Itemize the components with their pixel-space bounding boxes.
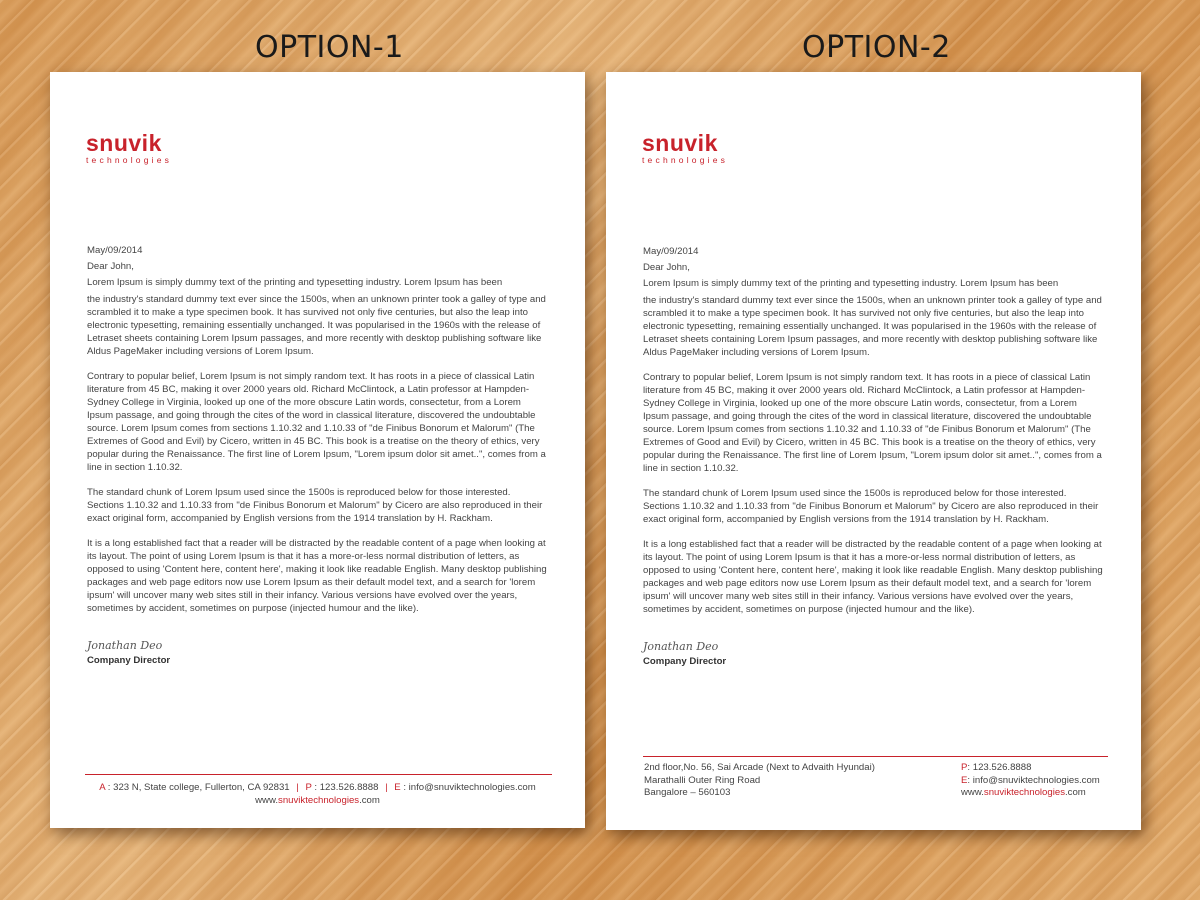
company-logo [642, 132, 728, 165]
letter-paragraph: Contrary to popular belief, Lorem Ipsum is not simply random text. It has roots in a piece of classical Latin literature from 45 BC, making it over 2000 years old. Richard McClintock, a Latin professor at Hampden-Sydney College in Virginia, looked up one of the more obscure Latin words, consectetur, from a Lorem Ipsum passage, and going through the cites of the word in classical literature, discovered the undoubtable source. Lorem Ipsum comes from sections 1.10.32 and 1.10.33 of "de Finibus Bonorum et Malorum" (The Extremes of Good and Evil) by Cicero, written in 45 BC. This book is a treatise on the theory of ethics, very popular during the Renaissance. The first line of Lorem Ipsum, "Lorem ipsum dolor sit amet..", comes from a line in section 1.10.32. [87, 371, 546, 473]
option-2-title: OPTION-2 [802, 30, 951, 65]
address-text: : 323 N, State college, Fullerton, CA 92831 [107, 782, 290, 793]
website-link[interactable] [50, 795, 585, 808]
email-text: : info@snuviktechnologies.com [403, 782, 536, 793]
letter-body [87, 244, 549, 667]
footer-contact-line [50, 782, 585, 795]
letterhead-option-1 [50, 72, 585, 828]
option-1-title: OPTION-1 [255, 30, 404, 65]
footer-divider [643, 756, 1108, 757]
website-suffix: .com [1065, 787, 1086, 798]
letter-paragraph: It is a long established fact that a reader will be distracted by the readable content of a page when looking at its layout. The point of using Lorem Ipsum is that it has a more-or-less normal distribution of letters, as opposed to using 'Content here, content here', making it look like readable English. Many desktop publishing packages and web page editors now use Lorem Ipsum as their default model text, and a search for 'lorem ipsum' will uncover many web sites still in their infancy. Various versions have evolved over the years, sometimes by accident, sometimes on purpose (injected humour and the like). [643, 539, 1103, 615]
letter-paragraph: the industry's standard dummy text ever since the 1500s, when an unknown printer took a galley of type and scrambled it to make a type specimen book. It has survived not only five centuries, but also the leap into electronic typesetting, remaining essentially unchanged. It was popularised in the 1960s with the release of Letraset sheets containing Lorem Ipsum passages, and more recently with desktop publishing software like Aldus PageMaker including versions of Lorem Ipsum. [643, 295, 1102, 358]
signatory-role: Company Director [87, 655, 171, 666]
letter-paragraph: It is a long established fact that a reader will be distracted by the readable content of a page when looking at its layout. The point of using Lorem Ipsum is that it has a more-or-less normal distribution of letters, as opposed to using 'Content here, content here', making it look like readable English. Many desktop publishing packages and web page editors now use Lorem Ipsum as their default model text, and a search for 'lorem ipsum' will uncover many web sites still in their infancy. Various versions have evolved over the years, sometimes by accident, sometimes on purpose (injected humour and the like). [87, 538, 547, 614]
logo-wordmark: snuvik [86, 130, 162, 156]
letter-intro: Lorem Ipsum is simply dummy text of the printing and typesetting industry. Lorem Ipsum has been [643, 278, 1059, 289]
letter-date: May/09/2014 [643, 246, 699, 257]
letter-intro: Lorem Ipsum is simply dummy text of the printing and typesetting industry. Lorem Ipsum has been [87, 277, 503, 288]
website-name: snuviktechnologies [983, 787, 1065, 798]
phone-line [961, 762, 1136, 775]
phone-label: P [305, 782, 312, 793]
logo-wordmark: snuvik [642, 130, 718, 156]
letter-paragraph: The standard chunk of Lorem Ipsum used since the 1500s is reproduced below for those interested. Sections 1.10.32 and 1.10.33 from "de Finibus Bonorum et Malorum" by Cicero are also reproduced in their exact original form, accompanied by English versions from the 1914 translation by H. Rackham. [87, 487, 543, 524]
letter-greeting: Dear John, [643, 262, 690, 273]
phone-label: P [961, 762, 968, 773]
separator: | [385, 782, 388, 793]
letter-date: May/09/2014 [87, 245, 143, 256]
letter-paragraph: the industry's standard dummy text ever since the 1500s, when an unknown printer took a galley of type and scrambled it to make a type specimen book. It has survived not only five centuries, but also the leap into electronic typesetting, remaining essentially unchanged. It was popularised in the 1960s with the release of Letraset sheets containing Lorem Ipsum passages, and more recently with desktop publishing software like Aldus PageMaker including versions of Lorem Ipsum. [87, 294, 546, 357]
address-label: A [99, 782, 106, 793]
letter-paragraph: Contrary to popular belief, Lorem Ipsum is not simply random text. It has roots in a piece of classical Latin literature from 45 BC, making it over 2000 years old. Richard McClintock, a Latin professor at Hampden-Sydney College in Virginia, looked up one of the more obscure Latin words, consectetur, from a Lorem Ipsum passage, and going through the cites of the word in classical literature, discovered the undoubtable source. Lorem Ipsum comes from sections 1.10.32 and 1.10.33 of "de Finibus Bonorum et Malorum" (The Extremes of Good and Evil) by Cicero, written in 45 BC. This book is a treatise on the theory of ethics, very popular during the Renaissance. The first line of Lorem Ipsum, "Lorem ipsum dolor sit amet..", comes from a line in section 1.10.32. [643, 372, 1102, 474]
address-line: Marathalli Outer Ring Road [644, 774, 761, 786]
email-label: E [394, 782, 401, 793]
logo-tagline: technologies [86, 155, 173, 165]
company-logo [86, 132, 172, 165]
website-name: snuviktechnologies [278, 794, 360, 806]
website-link[interactable] [961, 787, 1136, 800]
website-prefix: www. [961, 787, 984, 798]
footer-contact [961, 762, 1136, 800]
footer-divider [85, 774, 552, 775]
footer-address [644, 762, 934, 800]
website-suffix: .com [359, 794, 380, 806]
address-line: 2nd floor,No. 56, Sai Arcade (Next to Advaith Hyundai) [644, 762, 875, 773]
letter-paragraph: The standard chunk of Lorem Ipsum used since the 1500s is reproduced below for those interested. Sections 1.10.32 and 1.10.33 from "de Finibus Bonorum et Malorum" by Cicero are also reproduced in their exact original form, accompanied by English versions from the 1914 translation by H. Rackham. [643, 488, 1099, 525]
email-line[interactable] [961, 775, 1136, 788]
footer-contact [50, 782, 585, 807]
letter-body [643, 245, 1105, 668]
signature: Jonathan Deo [643, 640, 719, 653]
phone-text: : 123.526.8888 [967, 762, 1032, 773]
address-line: Bangalore – 560103 [644, 787, 731, 798]
letterhead-option-2 [606, 72, 1141, 830]
website-prefix: www. [255, 794, 279, 806]
email-label: E [961, 774, 968, 786]
logo-tagline: technologies [642, 155, 729, 165]
signatory-role: Company Director [643, 656, 727, 667]
letter-greeting: Dear John, [87, 261, 134, 272]
phone-text: : 123.526.8888 [314, 782, 379, 793]
signature: Jonathan Deo [87, 639, 163, 652]
email-text: : info@snuviktechnologies.com [967, 774, 1100, 786]
separator: | [296, 782, 299, 793]
